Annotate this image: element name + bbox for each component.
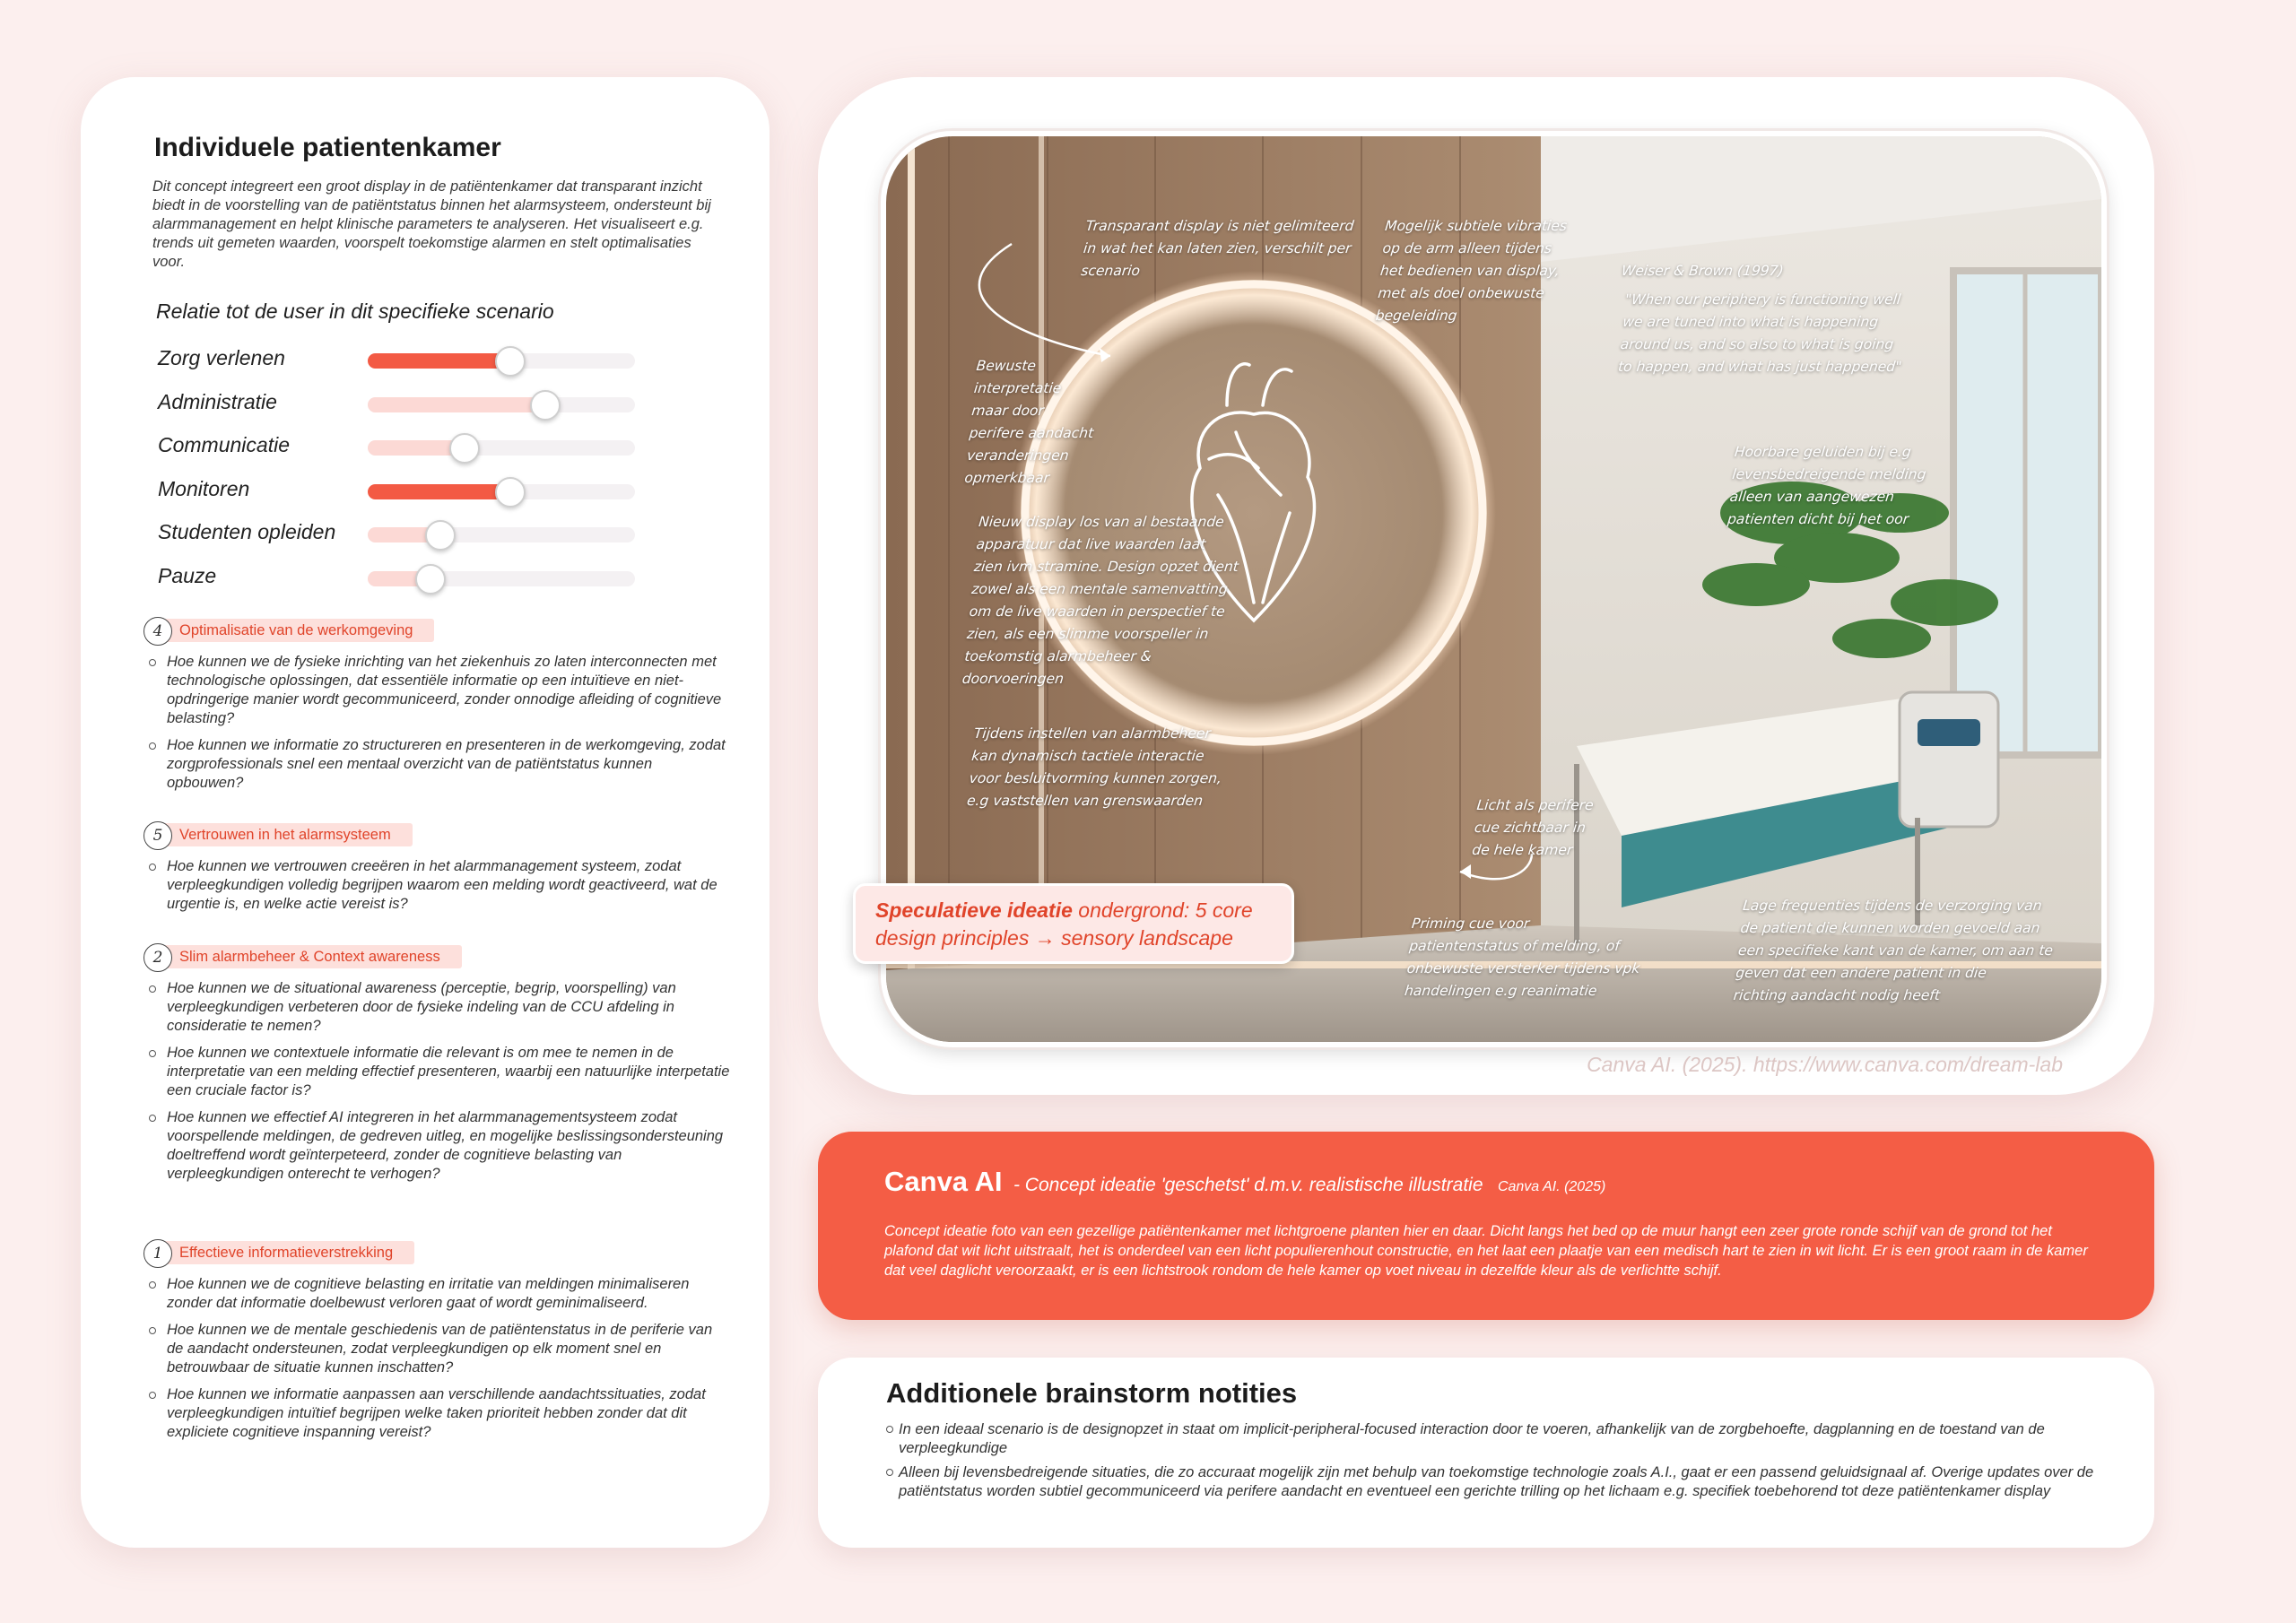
speculative-rest: ondergrond: 5 core	[1072, 898, 1253, 922]
section-vertrouwen	[140, 821, 732, 922]
question-item: Hoe kunnen we vertrouwen creeëren in het alarmmanagement systeem, zodat verpleegkundigen volledig begrijpen waarom een melding wordt geactiveerd, wat de urgentie is, en welke actie vereist is?	[156, 857, 732, 914]
annotation-text: Mogelijk subtiele vibraties op de arm alleen tijdens het bedienen van display, met als doel onbewuste begeleiding	[1374, 218, 1568, 324]
annotation-text: "When our periphery is functioning well we are tuned into what is happening around us, and so also to what is going to happen, and what has just happened"	[1617, 291, 1903, 375]
section-label: Effectieve informatieverstrekking	[161, 1241, 414, 1264]
section-header	[140, 617, 732, 647]
section-alarmbeheer	[140, 943, 732, 1192]
canva-ai-card	[818, 1132, 2154, 1320]
slider-knob[interactable]	[449, 433, 480, 464]
slider-track[interactable]	[368, 571, 635, 586]
slider-track[interactable]	[368, 397, 635, 412]
slider-label: Communicatie	[158, 433, 290, 456]
annotation-lage-frequenties	[1732, 895, 2058, 1007]
annotation-priming-cue	[1404, 913, 1646, 1002]
annotation-bewuste-interpretatie	[963, 355, 1101, 490]
speculative-bold: Speculatieve ideatie	[875, 898, 1073, 922]
slider-knob[interactable]	[425, 520, 456, 551]
annotation-licht-perifere	[1471, 794, 1595, 862]
question-item: Hoe kunnen we informatie zo structureren en presenteren in de werkomgeving, zodat zorgprofessionals snel een mentaal overzicht van de patiëntstatus kunnen opbouwen?	[156, 736, 732, 793]
image-credit: Canva AI. (2025). https://www.canva.com/dream-lab	[1587, 1053, 2063, 1076]
annotation-hoorbare-geluiden	[1726, 441, 1930, 531]
intro-text: Dit concept integreert een groot display in de patiëntenkamer dat transparant inzicht biedt in de voorstelling van de patiëntstatus binnen het alarmsysteem, ondersteunt bij alarmmanagement en helpt klinische parameters te analyseren. Het visualiseert e.g. trends uit gemeten waarden, voorspelt toekomstige alarmen en stelt optimalisaties voor.	[152, 178, 711, 270]
slider-label: Pauze	[158, 563, 217, 587]
section-label: Slim alarmbeheer & Context awareness	[161, 945, 462, 968]
section-number: 1	[144, 1239, 172, 1268]
question-item: Hoe kunnen we informatie aanpassen aan verschillende aandachtssituaties, zodat verpleegkundigen intuïtief begrijpen welke taken prioriteit hebben zonder dat dit expliciete cognitieve inspanning vereist?	[156, 1385, 732, 1442]
section-informatieverstrekking	[140, 1239, 732, 1450]
annotation-text: Nieuw display los van al bestaande apparatuur dat live waarden laat zien ivm stramine. Design opzet dient zowel als een mentale samenvatting om de live waarden in perspectief te zien, als een slimme voorspeller in toekomstig alarmbeheer & doorvoeringen	[961, 514, 1239, 687]
section-optimalisatie	[140, 617, 732, 801]
brainstorm-item: In een ideaal scenario is de designopzet in staat om implicit-peripheral-focused interaction door te voeren, afhankelijk van de zorgbehoefte, dagplanning en de toestand van de verpleegkundige	[886, 1420, 2124, 1458]
annotation-nieuw-display	[961, 511, 1244, 690]
question-item: Hoe kunnen we de cognitieve belasting en irritatie van meldingen minimaliseren zonder dat informatie doelbewust verloren gaat of wordt geminimaliseerd.	[156, 1275, 732, 1313]
annotation-weiser-brown	[1621, 260, 1785, 282]
annotation-text: Licht als perifere cue zichtbaar in de hele kamer	[1471, 797, 1595, 858]
slider-fill	[368, 353, 509, 369]
brainstorm-item: Alleen bij levensbedreigende situaties, die zo accuraat mogelijk zijn met behulp van toekomstige technologie zoals A.I., gaat er een passend geluidsignaal af. Overige updates over de patiëntstatus worden subtiel gecommuniceerd via perifere aandacht en eventueel een gerichte trilling op het lichaam e.g. specifiek toebehorend tot deze patiëntenkamer display	[886, 1463, 2124, 1501]
annotation-text: Hoorbare geluiden bij e.g levensbedreigende melding alleen van aangewezen patienten dicht bij het oor	[1726, 444, 1927, 527]
slider-track[interactable]	[368, 440, 635, 456]
annotation-transparant	[1080, 215, 1355, 282]
slider-row	[158, 513, 660, 549]
brainstorm-list	[886, 1420, 2124, 1506]
slider-fill	[368, 397, 544, 412]
concept-card	[81, 77, 770, 1548]
speculative-line-1	[875, 898, 1253, 923]
slider-fill	[368, 484, 509, 499]
annotation-quote	[1617, 289, 1910, 378]
slider-row	[158, 557, 660, 593]
question-list	[140, 979, 732, 1184]
question-list	[140, 857, 732, 914]
annotation-text: Weiser & Brown (1997)	[1621, 263, 1785, 279]
slider-label: Administratie	[158, 389, 277, 413]
section-header	[140, 1239, 732, 1270]
slider-row	[158, 470, 660, 506]
relation-title: Relatie tot de user in dit specifieke scenario	[156, 299, 554, 323]
slider-track[interactable]	[368, 353, 635, 369]
canva-citation: Canva AI. (2025)	[1497, 1179, 1606, 1194]
annotation-text: Transparant display is niet gelimiteerd in wat het kan laten zien, verschilt per scenario	[1080, 218, 1355, 279]
question-item: Hoe kunnen we contextuele informatie die relevant is om mee te nemen in de interpretatie van een melding effectief presenteren, waarbij een natuurlijke interpetatie een cruciale factor is?	[156, 1044, 732, 1100]
question-item: Hoe kunnen we effectief AI integreren in het alarmmanagementsysteem zodat voorspellende meldingen, de gedreven uitleg, en mogelijke beslissingsondersteuning doeltreffend wordt geïnterpeteerd, zonder de cognitieve belasting van verpleegkundigen onterecht te verhogen?	[156, 1108, 732, 1184]
annotation-vibraties	[1374, 215, 1568, 327]
section-header	[140, 943, 732, 974]
slider-row	[158, 383, 660, 419]
section-number: 2	[144, 943, 172, 972]
section-number: 4	[144, 617, 172, 646]
question-list	[140, 1275, 732, 1442]
slider-label: Monitoren	[158, 476, 250, 500]
slider-knob[interactable]	[530, 390, 561, 421]
section-number: 5	[144, 821, 172, 850]
slider-row	[158, 426, 660, 462]
canva-prompt-text: Concept ideatie foto van een gezellige patiëntenkamer met lichtgroene planten hier en daar. Dicht langs het bed op de muur hangt een zeer grote ronde schijf van de grond tot het plafond dat wit licht uitstraalt, het is onderdeel van een licht populierenhout constructie, en het laat een plaatje van een medisch hart te zien in wit licht. Er is een groot raam in de kamer dat veel daglicht veroorzaakt, er is een lichtstrook rondom de hele kamer op voet niveau in dezelfde kleur als de verlichtte schijf.	[884, 1223, 2088, 1279]
question-list	[140, 653, 732, 793]
section-header	[140, 821, 732, 852]
slider-track[interactable]	[368, 484, 635, 499]
section-label: Vertrouwen in het alarmsysteem	[161, 823, 413, 846]
brainstorm-title: Additionele brainstorm notities	[886, 1377, 1298, 1409]
question-item: Hoe kunnen we de situational awareness (perceptie, begrip, voorspelling) van verpleegkundigen verbeteren door de fysieke indeling van de CCU afdeling in consideratie te nemen?	[156, 979, 732, 1036]
speculative-ideation-label	[853, 883, 1294, 964]
slider-knob[interactable]	[495, 346, 526, 377]
brainstorm-card	[818, 1358, 2154, 1548]
speculative-line-2: design principles → sensory landscape	[875, 926, 1233, 950]
slider-label: Zorg verlenen	[158, 346, 285, 369]
canva-header	[884, 1166, 1605, 1198]
canva-subtitle: - Concept ideatie 'geschetst' d.m.v. realistische illustratie	[1013, 1175, 1483, 1195]
canva-title: Canva AI	[884, 1166, 1003, 1197]
section-label: Optimalisatie van de werkomgeving	[161, 619, 434, 642]
slider-track[interactable]	[368, 527, 635, 542]
question-item: Hoe kunnen we de fysieke inrichting van het ziekenhuis zo laten interconnecten met technologische oplossingen, dat essentiële informatie op een intuïtieve en niet-opdringerige manier wordt gecommuniceerd, zonder onnodige afleiding of cognitieve belasting?	[156, 653, 732, 728]
card-title: Individuele patientenkamer	[154, 133, 501, 162]
slider-knob[interactable]	[495, 477, 526, 508]
annotation-text: Lage frequenties tijdens de verzorging van de patient die kunnen worden gevoeld aan een specifieke kant van de kamer, om aan te geven dat een andere patient in die richting aandacht nodig heeft	[1732, 898, 2054, 1003]
annotation-text: Tijdens instellen van alarmbeheer kan dynamisch tactiele interactie voor besluitvorming kunnen zorgen, e.g vaststellen van grenswaarden	[966, 725, 1222, 809]
annotation-text: Priming cue voor patientenstatus of melding, of onbewuste versterker tijdens vpk handelingen e.g reanimatie	[1404, 916, 1641, 999]
annotation-alarmbeheer	[966, 723, 1228, 812]
slider-knob[interactable]	[415, 564, 446, 595]
annotation-text: Bewuste interpretatie maar door perifere aandacht veranderingen opmerkbaar	[963, 358, 1095, 486]
question-item: Hoe kunnen we de mentale geschiedenis van de patiëntenstatus in de periferie van de aandacht ondersteunen, zodat verpleegkundigen op elk moment snel en betrouwbaar de situatie kunnen inschatten?	[156, 1321, 732, 1377]
slider-label: Studenten opleiden	[158, 520, 336, 543]
slider-row	[158, 339, 660, 375]
